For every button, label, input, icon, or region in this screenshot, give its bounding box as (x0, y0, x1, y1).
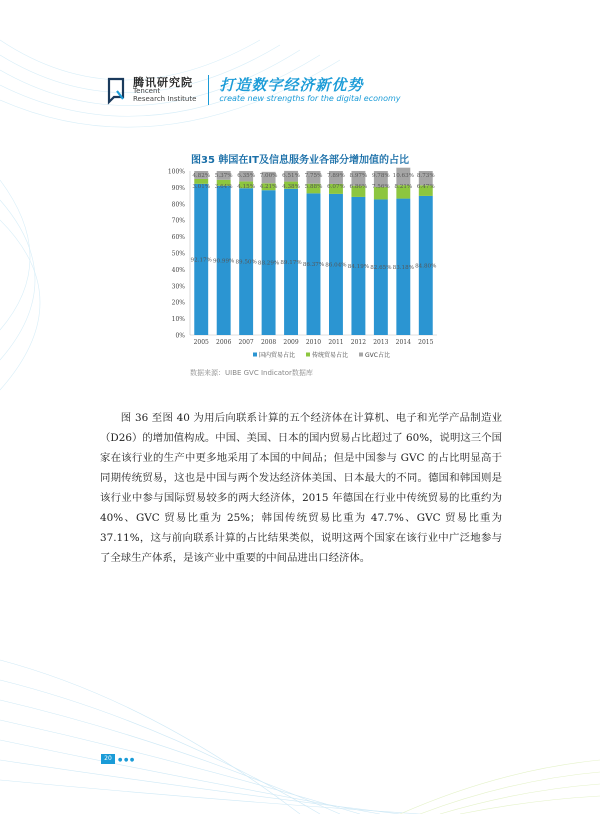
page-number: 20 (101, 754, 115, 764)
data-label: 5.37% (214, 173, 233, 179)
data-label: 83.18% (392, 264, 414, 271)
logo-name-en-1: Tencent (133, 87, 161, 96)
page-number-dots-icon: ● ● ● (118, 757, 135, 763)
y-tick-label: 10% (171, 316, 185, 324)
x-tick-label: 2005 (193, 339, 209, 346)
data-label: 6.35% (237, 173, 256, 179)
x-tick-label: 2010 (305, 339, 322, 346)
y-tick-label: 30% (171, 283, 185, 291)
y-tick-label: 100% (167, 168, 185, 176)
data-label: 89.17% (280, 259, 302, 266)
data-label: 10.63% (392, 173, 414, 179)
y-tick-label: 90% (171, 184, 185, 192)
chart-source: 数据来源：UIBE GVC Indicator数据库 (190, 369, 313, 377)
legend-swatch (253, 353, 257, 357)
legend-label: GVC占比 (365, 352, 390, 359)
x-tick-label: 2011 (328, 339, 344, 346)
data-label: 6.07% (327, 184, 345, 190)
y-tick-label: 80% (171, 201, 185, 209)
data-label: 9.78% (371, 173, 390, 179)
data-label: 84.80% (415, 263, 437, 270)
x-tick-label: 2009 (283, 339, 299, 346)
legend-swatch (306, 353, 310, 357)
data-label: 4.82% (192, 173, 211, 179)
data-label: 89.50% (235, 259, 257, 266)
x-tick-label: 2014 (395, 339, 411, 346)
chart-title: 图35 韩国在IT及信息服务业各部分增加值的占比 (191, 155, 409, 166)
legend-swatch (359, 353, 363, 357)
x-tick-label: 2012 (350, 339, 367, 346)
y-tick-label: 20% (171, 299, 185, 307)
data-label: 84.19% (347, 263, 370, 270)
legend-label: 传统贸易占比 (312, 352, 349, 359)
y-tick-label: 50% (171, 250, 185, 258)
data-label: 6.86% (349, 184, 368, 190)
data-label: 7.00% (259, 173, 278, 179)
data-label: 8.97% (349, 173, 368, 179)
data-label: 82.65% (370, 265, 392, 272)
data-label: 6.47% (416, 184, 435, 190)
logo-name-cn: 腾讯研究院 (133, 75, 193, 89)
data-label: 3.64% (214, 184, 233, 190)
data-label: 4.15% (237, 184, 256, 190)
data-label: 6.51% (282, 173, 300, 179)
data-label: 88.29% (257, 260, 280, 267)
x-tick-label: 2013 (373, 339, 389, 346)
data-label: 90.99% (213, 258, 235, 265)
body-paragraph: 图 36 至图 40 为用后向联系计算的五个经济体在计算机、电子和光学产品制造业（D26）的增加值构成。中国、美国、日本的国内贸易占比超过了 60%，说明这三个国家在该行业的生产中更多地采用了本国的中间品；但是中国参与 GVC 的占比明显高于同期传统贸易，这也是中国与两个发达经济体美国、日本最大的不同。德国和韩国则是该行业中参与国际贸易较多的两大经济体，2015 年德国在行业中传统贸易的比重约为 40%、GVC 贸易比重为 25%；韩国传统贸易比重为 47.7%、GVC 贸易比重为 37.11%，这与前向联系计算的占比结果类似，说明这两个国家在该行业中广泛地参与了全球生产体系，是该产业中重要的中间品进出口经济体。 (100, 412, 502, 564)
data-label: 5.88% (304, 184, 323, 190)
data-label: 92.17% (190, 257, 212, 264)
legend-label: 国内贸易占比 (259, 352, 296, 359)
y-tick-label: 0% (175, 332, 185, 340)
data-label: 3.01% (192, 184, 211, 190)
slogan-cn: 打造数字经济新优势 (219, 75, 364, 94)
x-tick-label: 2006 (216, 339, 232, 346)
y-tick-label: 70% (171, 217, 185, 225)
data-label: 7.89% (327, 173, 345, 179)
data-label: 8.73% (416, 173, 435, 179)
data-label: 7.56% (371, 184, 390, 190)
y-tick-label: 40% (171, 266, 185, 274)
logo-name-en-2: Research Institute (133, 94, 197, 103)
slogan-en: create new strengths for the digital economy (219, 94, 401, 104)
data-label: 4.38% (282, 184, 300, 190)
data-label: 4.21% (259, 184, 278, 190)
data-label: 86.37% (302, 262, 325, 269)
y-tick-label: 60% (171, 234, 185, 242)
x-tick-label: 2015 (418, 339, 434, 346)
data-label: 7.75% (304, 173, 323, 179)
x-tick-label: 2007 (238, 339, 254, 346)
data-label: 8.21% (394, 184, 413, 190)
x-tick-label: 2008 (260, 339, 277, 346)
data-label: 86.04% (325, 262, 347, 269)
